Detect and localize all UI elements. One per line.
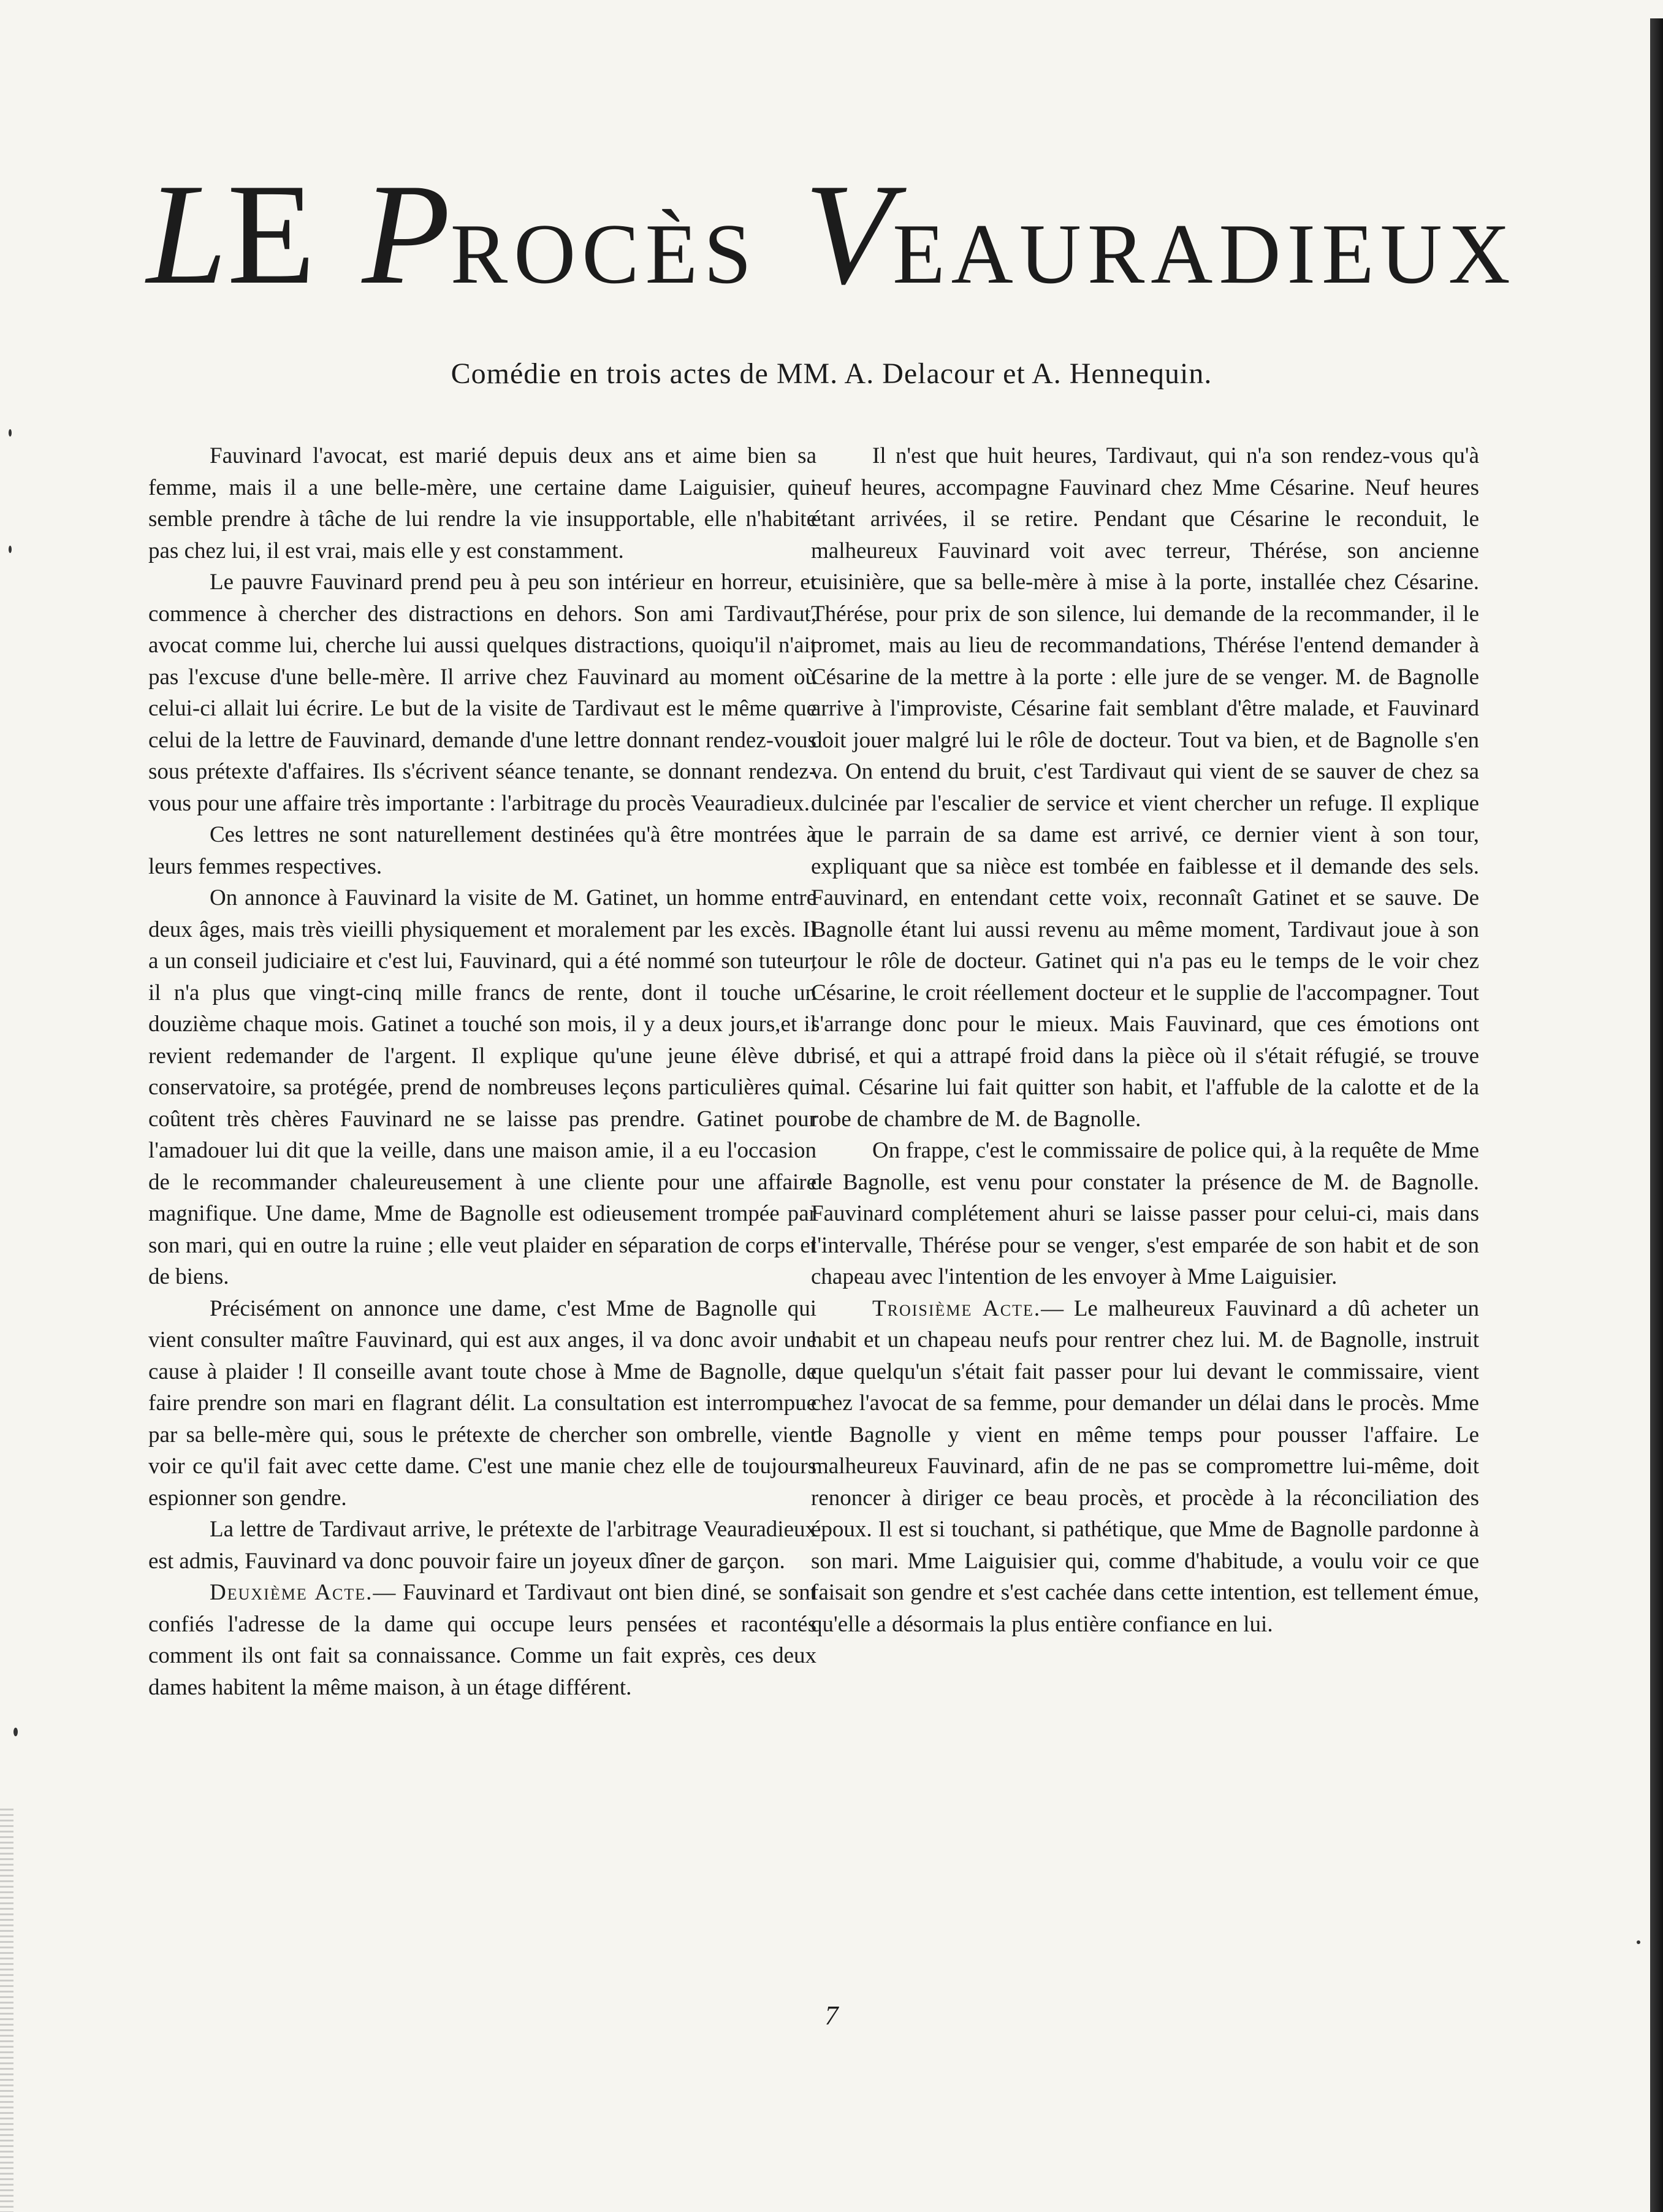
act-two-paragraph: Deuxième Acte.— Fauvinard et Tardivaut ont bien diné, se sont confiés l'adresse de la dame qui occupe leurs pensées et racontés comment ils ont fait sa connaissance. Comme un fait exprès, ces deux dames habitent la même maison, à un étage différent. [148, 1580, 816, 1700]
paragraph: Le pauvre Fauvinard prend peu à peu son intérieur en horreur, et commence à chercher des distractions en dehors. Son ami Tardivaut, avocat comme lui, cherche lui aussi quelques distractions, quoiqu'il n'ait pas l'excuse d'une belle-mère. Il arrive chez Fauvinard au moment où celui-ci allait lui écrire. Le but de la visite de Tardivaut est le même que celui de la lettre de Fauvinard, demande d'une lettre donnant rendez-vous sous prétexte d'affaires. Ils s'écrivent séance tenante, se donnant rendez-vous pour une affaire très importante : l'arbitrage du procès Veauradieux. [148, 570, 816, 816]
paragraph: Fauvinard l'avocat, est marié depuis deux ans et aime bien sa femme, mais il a une belle-mère, une certaine dame Laiguisier, qui semble prendre à tâche de lui rendre la vie insupportable, elle n'habite pas chez lui, il est vrai, mais elle y est constamment. [148, 443, 816, 563]
page-number: 7 [824, 2000, 839, 2031]
title-word-veauradieux: VEAURADIEUX [804, 154, 1516, 315]
act-three-heading: Troisième Acte. [872, 1295, 1041, 1321]
scan-speck [9, 429, 12, 437]
paragraph: Il n'est que huit heures, Tardivaut, qui n'a son rendez-vous qu'à neuf heures, accompagne Fauvinard chez Mme Césarine. Neuf heures étant arrivées, il se retire. Pendant que Césarine le reconduit, le malheureux Fauvinard voit avec terreur, Thérése, son ancienne cuisinière, que sa belle-mère à mise à la porte, installée chez Césarine. Thérése, pour prix de son silence, lui demande de la recommander, il le promet, mais au lieu de recommandations, Thérése l'entend demander à Césarine de la mettre à la porte : elle jure de se venger. M. de Bagnolle arrive à l'improviste, Césarine fait semblant d'être malade, et Fauvinard doit jouer malgré lui le rôle de docteur. Tout va bien, et de Bagnolle s'en va. On entend du bruit, c'est Tardivaut qui vient de se sauver de chez sa dulcinée par l'escalier de service et vient chercher un refuge. Il explique que le parrain de sa dame est arrivé, ce dernier vient à son tour, expliquant que sa nièce est tombée en faiblesse et il demande des sels. Fauvinard, en entendant cette voix, reconnaît Gatinet et se sauve. De Bagnolle étant lui aussi revenu au même moment, Tardivaut joue à son tour le rôle de docteur. Gatinet qui n'a pas eu le temps de le voir chez Césarine, le croit réellement docteur et le supplie de l'accompagner. Tout s'arrange donc pour le mieux. Mais Fauvinard, que ces émotions ont brisé, et qui a attrapé froid dans la pièce où il s'était réfugié, se trouve mal. Césarine lui fait quitter son habit, et l'affuble de la calotte et de la robe de chambre de M. de Bagnolle. [811, 443, 1479, 1132]
article-title [0, 154, 1663, 315]
paragraph: Ces lettres ne sont naturellement destinées qu'à être montrées à leurs femmes respectives. [148, 822, 816, 879]
article-subtitle: Comédie en trois actes de MM. A. Delacour et A. Hennequin. [451, 357, 1212, 390]
scan-speck [9, 546, 12, 553]
scan-speck [13, 1728, 18, 1736]
right-column [811, 440, 1479, 1640]
act-two-heading: Deuxième Acte. [210, 1580, 373, 1605]
scan-speck [1637, 1940, 1640, 1944]
paragraph: On frappe, c'est le commissaire de police qui, à la requête de Mme de Bagnolle, est venu pour constater la présence de M. de Bagnolle. Fauvinard complétement ahuri se laisse passer pour celui-ci, mais dans l'intervalle, Thérése pour se venger, s'est emparée de son habit et de son chapeau avec l'intention de les envoyer à Mme Laiguisier. [811, 1138, 1479, 1289]
act-three-paragraph: Troisième Acte.— Le malheureux Fauvinard a dû acheter un habit et un chapeau neufs pour rentrer chez lui. M. de Bagnolle, instruit que quelqu'un s'était fait passer pour lui devant le commissaire, vient chez l'avocat de sa femme, pour demander un délai dans le procès. Mme de Bagnolle y vient en même temps pour pousser l'affaire. Le malheureux Fauvinard, afin de ne pas se compromettre lui-même, doit renoncer à diriger ce beau procès, et procède à la réconciliation des époux. Il est si touchant, si pathétique, que Mme de Bagnolle pardonne à son mari. Mme Laiguisier qui, comme d'habitude, a voulu voir ce que faisait son gendre et s'est cachée dans cette intention, est tellement émue, qu'elle a désormais la plus entière confiance en lui. [811, 1295, 1479, 1637]
scan-right-border [1650, 18, 1663, 2212]
paragraph: La lettre de Tardivaut arrive, le prétexte de l'arbitrage Veauradieux est admis, Fauvinard va donc pouvoir faire un joyeux dîner de garçon. [148, 1517, 816, 1574]
title-word-proces: PROCÈS [362, 154, 758, 315]
paragraph: On annonce à Fauvinard la visite de M. Gatinet, un homme entre deux âges, mais très vieilli physiquement et moralement par les excès. Il a un conseil judiciaire et c'est lui, Fauvinard, qui a été nommé son tuteur, il n'a plus que vingt-cinq mille francs de rente, dont il touche un douzième chaque mois. Gatinet a touché son mois, il y a deux jours,et il revient redemander de l'argent. Il explique qu'une jeune élève du conservatoire, sa protégée, prend de nombreuses leçons particulières qui coûtent très chères Fauvinard ne se laisse pas prendre. Gatinet pour l'amadouer lui dit que la veille, dans une maison amie, il a eu l'occasion de le recommander chaleureusement à une cliente pour une affaire magnifique. Une dame, Mme de Bagnolle est odieusement trompée par son mari, qui en outre la ruine ; elle veut plaider en séparation de corps et de biens. [148, 885, 816, 1289]
paragraph: Précisément on annonce une dame, c'est Mme de Bagnolle qui vient consulter maître Fauvinard, qui est aux anges, il va donc avoir une cause à plaider ! Il conseille avant toute chose à Mme de Bagnolle, de faire prendre son mari en flagrant délit. La consultation est interrompue par sa belle-mère qui, sous le prétexte de chercher son ombrelle, vient voir ce qu'il fait avec cette dame. C'est une manie chez elle de toujours espionner son gendre. [148, 1295, 816, 1511]
left-column [148, 440, 816, 1703]
title-word-le: LE [147, 154, 316, 315]
